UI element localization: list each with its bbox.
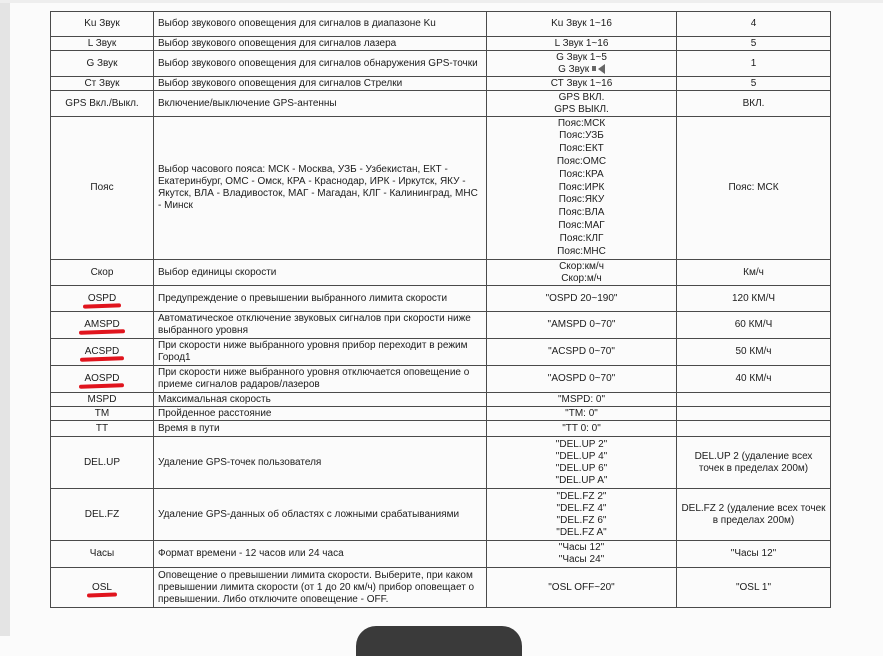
setting-description: При скорости ниже выбранного уровня прибор переходит в режим Город1 <box>154 339 487 366</box>
table-row <box>51 437 831 489</box>
setting-range: "OSL OFF~20" <box>487 568 677 608</box>
setting-description: Выбор звукового оповещения для сигналов в диапазоне Ku <box>154 12 487 37</box>
setting-default: Пояс: МСК <box>677 117 831 260</box>
setting-default <box>677 421 831 437</box>
device-edge-shape <box>356 626 522 656</box>
setting-name <box>51 339 154 366</box>
setting-description: Предупреждение о превышении выбранного лимита скорости <box>154 286 487 312</box>
setting-default: Км/ч <box>677 260 831 286</box>
setting-name: L Звук <box>51 37 154 51</box>
table-row <box>51 541 831 568</box>
setting-name: Пояс <box>51 117 154 260</box>
table-row <box>51 91 831 117</box>
table-row <box>51 312 831 339</box>
table-row <box>51 260 831 286</box>
table-row <box>51 366 831 393</box>
table-row <box>51 568 831 608</box>
setting-range: Ku Звук 1~16 <box>487 12 677 37</box>
setting-description: Удаление GPS-данных об областях с ложными срабатываниями <box>154 489 487 541</box>
setting-range: "DEL.FZ 2" "DEL.FZ 4" "DEL.FZ 6" "DEL.FZ A" <box>487 489 677 541</box>
setting-range: "TM: 0" <box>487 407 677 421</box>
setting-default: 5 <box>677 37 831 51</box>
setting-description: Удаление GPS-точек пользователя <box>154 437 487 489</box>
setting-name <box>51 286 154 312</box>
setting-range: "DEL.UP 2" "DEL.UP 4" "DEL.UP 6" "DEL.UP A" <box>487 437 677 489</box>
settings-table <box>50 11 831 608</box>
setting-range: L Звук 1~16 <box>487 37 677 51</box>
setting-default: "Часы 12" <box>677 541 831 568</box>
setting-name <box>51 568 154 608</box>
setting-default: 40 КМ/ч <box>677 366 831 393</box>
setting-default: DEL.FZ 2 (удаление всех точек в пределах 200м) <box>677 489 831 541</box>
setting-description: Автоматическое отключение звуковых сигналов при скорости ниже выбранного уровня <box>154 312 487 339</box>
setting-default: 120 КМ/Ч <box>677 286 831 312</box>
setting-range: "AOSPD 0~70" <box>487 366 677 393</box>
setting-default: 50 КМ/ч <box>677 339 831 366</box>
table-row <box>51 37 831 51</box>
red-underline-mark: OSL <box>91 581 112 593</box>
setting-default: 4 <box>677 12 831 37</box>
table-row <box>51 339 831 366</box>
setting-description: Максимальная скорость <box>154 393 487 407</box>
setting-name: GPS Вкл./Выкл. <box>51 91 154 117</box>
table-row <box>51 393 831 407</box>
setting-name: DEL.FZ <box>51 489 154 541</box>
setting-description: Выбор звукового оповещения для сигналов обнаружения GPS-точки <box>154 51 487 77</box>
setting-description: Выбор звукового оповещения для сигналов лазера <box>154 37 487 51</box>
setting-description: Выбор единицы скорости <box>154 260 487 286</box>
red-underline-mark: OSPD <box>87 292 117 304</box>
setting-description: Выбор звукового оповещения для сигналов Стрелки <box>154 77 487 91</box>
table-row <box>51 12 831 37</box>
setting-description: Пройденное расстояние <box>154 407 487 421</box>
setting-range: СТ Звук 1~16 <box>487 77 677 91</box>
setting-name: TT <box>51 421 154 437</box>
table-row <box>51 489 831 541</box>
left-edge-shadow <box>0 0 10 636</box>
setting-name: Часы <box>51 541 154 568</box>
setting-description: Время в пути <box>154 421 487 437</box>
setting-range: "Часы 12" "Часы 24" <box>487 541 677 568</box>
red-underline-mark: AOSPD <box>84 373 120 384</box>
setting-default <box>677 393 831 407</box>
red-underline-mark: AMSPD <box>84 319 120 330</box>
table-row <box>51 421 831 437</box>
setting-default: 1 <box>677 51 831 77</box>
setting-range: "OSPD 20~190" <box>487 286 677 312</box>
setting-name: DEL.UP <box>51 437 154 489</box>
setting-range: G Звук 1~5 G Звук <box>487 51 677 77</box>
setting-name: TM <box>51 407 154 421</box>
setting-name: Ku Звук <box>51 12 154 37</box>
setting-range: "TT 0: 0" <box>487 421 677 437</box>
speaker-cone-icon <box>598 64 605 74</box>
setting-name: Ст Звук <box>51 77 154 91</box>
setting-name: Скор <box>51 260 154 286</box>
setting-description: Формат времени - 12 часов или 24 часа <box>154 541 487 568</box>
table-row <box>51 117 831 260</box>
table-row <box>51 77 831 91</box>
setting-description: Выбор часового пояса: МСК - Москва, УЗБ - Узбекистан, ЕКТ - Екатеринбург, ОМС - Омск, КРА - Краснодар, ИРК - Иркутск, ЯКУ - Якутск, ВЛА - Владивосток, МАГ - Магадан, КЛГ - Калининград, МНС - Минск <box>154 117 487 260</box>
setting-description: При скорости ниже выбранного уровня отключается оповещение о приеме сигналов радаров/лазеров <box>154 366 487 393</box>
setting-range: "MSPD: 0" <box>487 393 677 407</box>
setting-default <box>677 407 831 421</box>
speaker-icon <box>592 66 596 71</box>
setting-name: G Звук <box>51 51 154 77</box>
setting-default: 60 КМ/Ч <box>677 312 831 339</box>
red-underline-mark: ACSPD <box>84 346 120 357</box>
setting-default: 5 <box>677 77 831 91</box>
setting-range: "AMSPD 0~70" <box>487 312 677 339</box>
setting-range: Скор:км/ч Скор:м/ч <box>487 260 677 286</box>
table-row <box>51 407 831 421</box>
table-row <box>51 286 831 312</box>
setting-range: GPS ВКЛ. GPS ВЫКЛ. <box>487 91 677 117</box>
setting-description: Включение/выключение GPS-антенны <box>154 91 487 117</box>
setting-name <box>51 366 154 393</box>
setting-range: "ACSPD 0~70" <box>487 339 677 366</box>
setting-default: DEL.UP 2 (удаление всех точек в пределах 200м) <box>677 437 831 489</box>
setting-name <box>51 312 154 339</box>
table-row <box>51 51 831 77</box>
top-edge <box>0 0 883 3</box>
setting-name: MSPD <box>51 393 154 407</box>
setting-range: Пояс:МСК Пояс:УЗБ Пояс:ЕКТ Пояс:ОМС Пояс:КРА Пояс:ИРК Пояс:ЯКУ Пояс:ВЛА Пояс:МАГ Пояс:КЛГ Пояс:МНС <box>487 117 677 260</box>
setting-default: ВКЛ. <box>677 91 831 117</box>
setting-default: "OSL 1" <box>677 568 831 608</box>
setting-description: Оповещение о превышении лимита скорости. Выберите, при каком превышении лимита скорости (от 1 до 20 км/ч) прибор оповещает о превышении. Либо отключите оповещение - OFF. <box>154 568 487 608</box>
